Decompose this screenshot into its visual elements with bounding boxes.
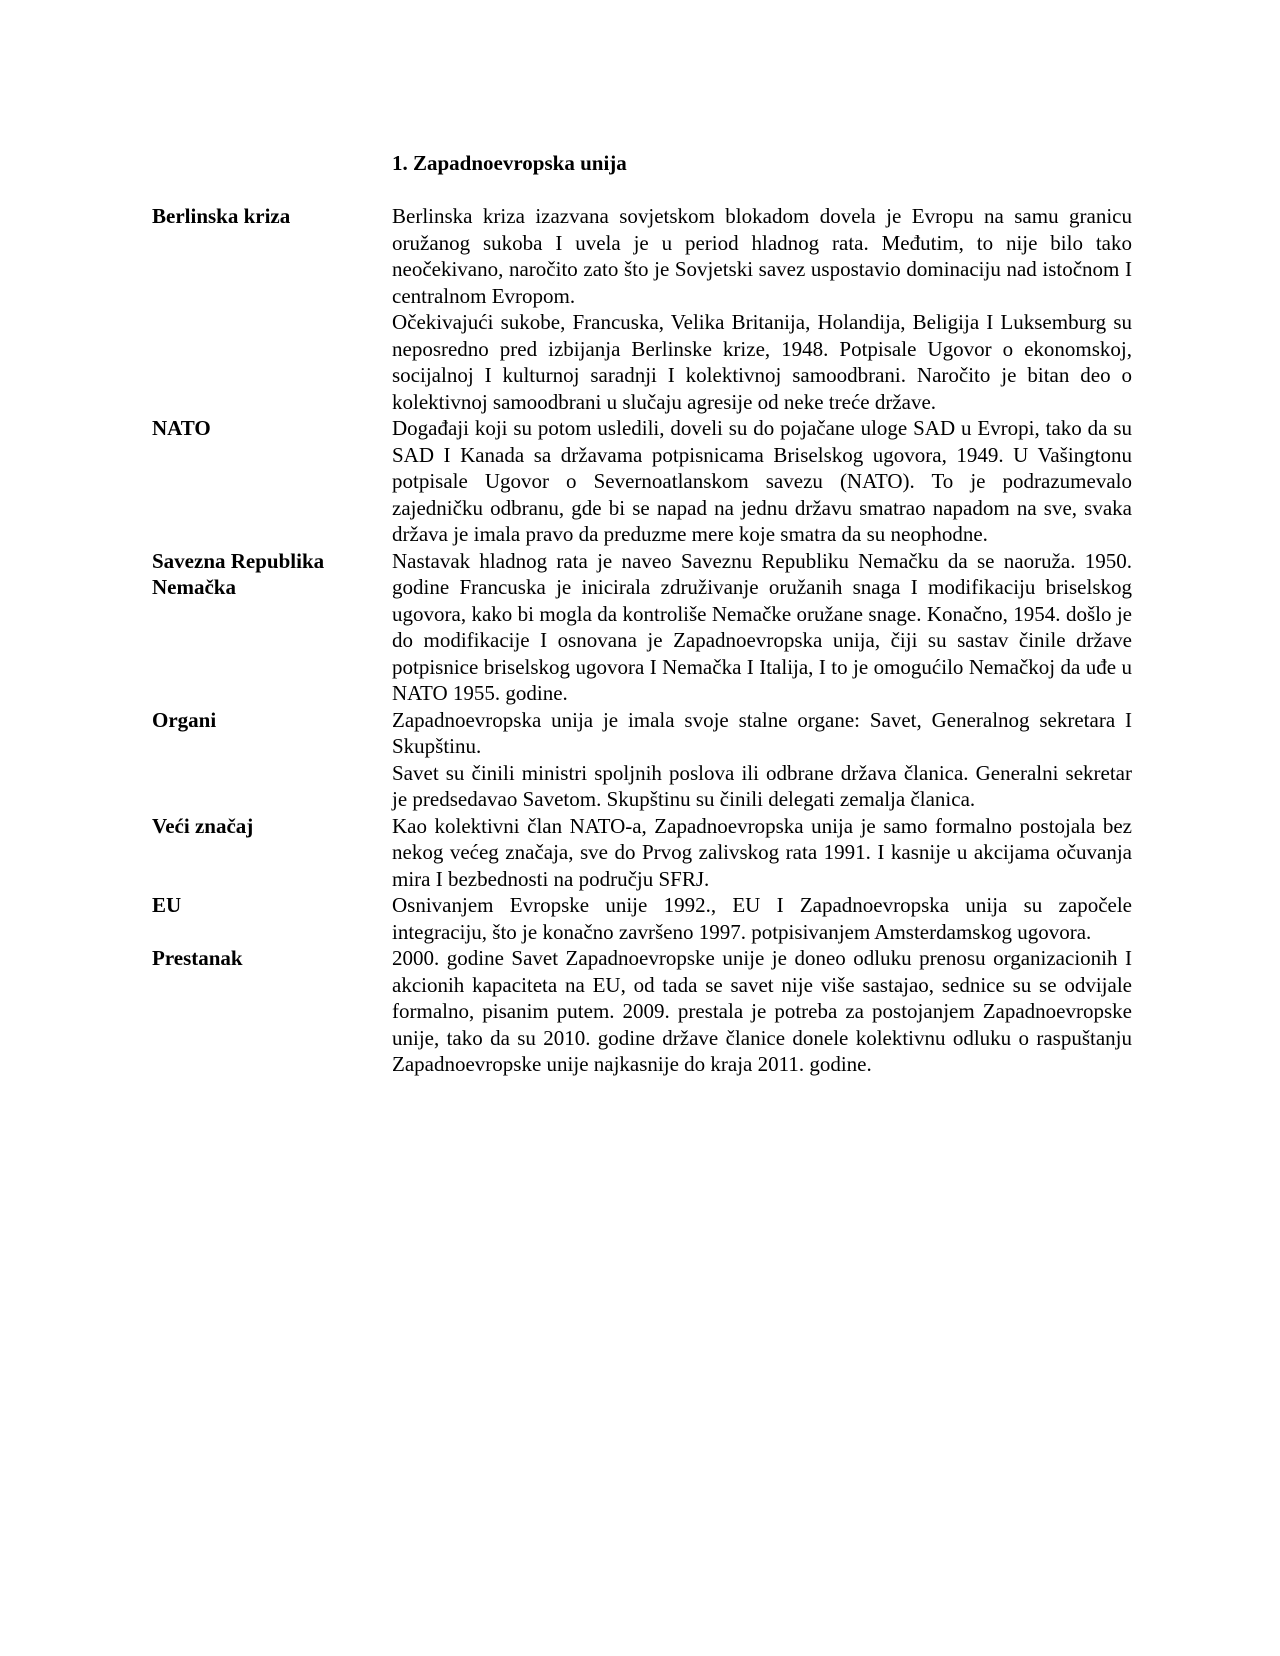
- section-berlinska-kriza: [152, 203, 1132, 415]
- section-paragraph: Savet su činili ministri spoljnih poslova ili odbrane država članica. Generalni sekretar je predsedavao Savetom. Skupštinu su činili delegati zemalja članica.: [392, 760, 1132, 811]
- section-label: Prestanak: [152, 946, 243, 970]
- section-nato: [152, 415, 1132, 548]
- section-paragraph: 2000. godine Savet Zapadnoevropske unije je doneo odluku prenosu organizacionih I akcionih kapaciteta na EU, od tada se savet nije više sastajao, sednice su se odvijale formalno, pisanim putem. 2009. prestala je potreba za postojanjem Zapadnoevropske unije, tako da su 2010. godine države članice donele kolektivnu odluku o raspuštanju Zapadnoevropske unije najkasnije do kraja 2011. godine.: [392, 946, 1132, 1076]
- section-label: NATO: [152, 416, 211, 440]
- section-eu: [152, 892, 1132, 945]
- section-body: [392, 892, 1132, 945]
- section-label: Savezna Republika Nemačka: [152, 548, 325, 599]
- section-veci-znacaj: [152, 813, 1132, 893]
- section-paragraph: Kao kolektivni član NATO-a, Zapadnoevropska unija je samo formalno postojala bez nekog većeg značaja, sve do Prvog zalivskog rata 1991. I kasnije u akcijama očuvanja mira I bezbednosti na području SFRJ.: [392, 813, 1132, 891]
- section-paragraph: Berlinska kriza izazvana sovjetskom blokadom dovela je Evropu na samu granicu oružanog sukoba I uvela je u period hladnog rata. Međutim, to nije bilo tako neočekivano, naročito zato što je Sovjetski savez uspostavio dominaciju nad istočnom I centralnom Evropom.: [392, 204, 1132, 308]
- section-paragraph: Osnivanjem Evropske unije 1992., EU I Zapadnoevropska unija su započele integraciju, što je konačno završeno 1997. potpisivanjem Amsterdamskog ugovora.: [392, 893, 1132, 944]
- section-paragraph: Nastavak hladnog rata je naveo Saveznu Republiku Nemačku da se naoruža. 1950. godine Francuska je inicirala združivanje oružanih snaga I modifikaciju briselskog ugovora, kako bi mogla da kontroliše Nemačke oružane snage. Konačno, 1954. došlo je do modifikacije I osnovana je Zapadnoevropska unija, čiji su sastav činile države potpisnice briselskog ugovora I Nemačka I Italija, I to je omogućilo Nemačkoj da uđe u NATO 1955. godine.: [392, 548, 1132, 705]
- section-body: [392, 203, 1132, 415]
- section-body: [392, 415, 1132, 548]
- section-savezna-republika-nemacka: [152, 548, 1132, 707]
- section-paragraph: Događaji koji su potom usledili, doveli su do pojačane uloge SAD u Evropi, tako da su SAD I Kanada sa državama potpisnicama Briselskog ugovora, 1949. U Vašingtonu potpisale Ugovor o Severnoatlanskom savezu (NATO). To je podrazumevalo zajedničku odbranu, gde bi se napad na jednu državu smatrao napadom na sve, svaka država je imala pravo da preduzme mere koje smatra da su neophodne.: [392, 416, 1132, 546]
- document-title: 1. Zapadnoevropska unija: [392, 151, 627, 175]
- section-body: [392, 707, 1132, 813]
- section-prestanak: [152, 945, 1132, 1078]
- section-body: [392, 548, 1132, 707]
- section-organi: [152, 707, 1132, 813]
- section-paragraph: Zapadnoevropska unija je imala svoje stalne organe: Savet, Generalnog sekretara I Skupštinu.: [392, 707, 1132, 758]
- section-body: [392, 813, 1132, 893]
- section-label: Berlinska kriza: [152, 204, 291, 228]
- section-label: Veći značaj: [152, 813, 254, 838]
- sections-list: [152, 203, 1132, 1078]
- section-label: EU: [152, 893, 182, 917]
- section-label: Organi: [152, 707, 217, 732]
- section-body: [392, 945, 1132, 1078]
- section-paragraph: Očekivajući sukobe, Francuska, Velika Britanija, Holandija, Beligija I Luksemburg su neposredno pred izbijanja Berlinske krize, 1948. Potpisale Ugovor o ekonomskoj, socijalnoj I kulturnoj saradnji I kolektivnoj samoodbrani. Naročito je bitan deo o kolektivnoj samoodbrani u slučaju agresije od neke treće države.: [392, 310, 1132, 414]
